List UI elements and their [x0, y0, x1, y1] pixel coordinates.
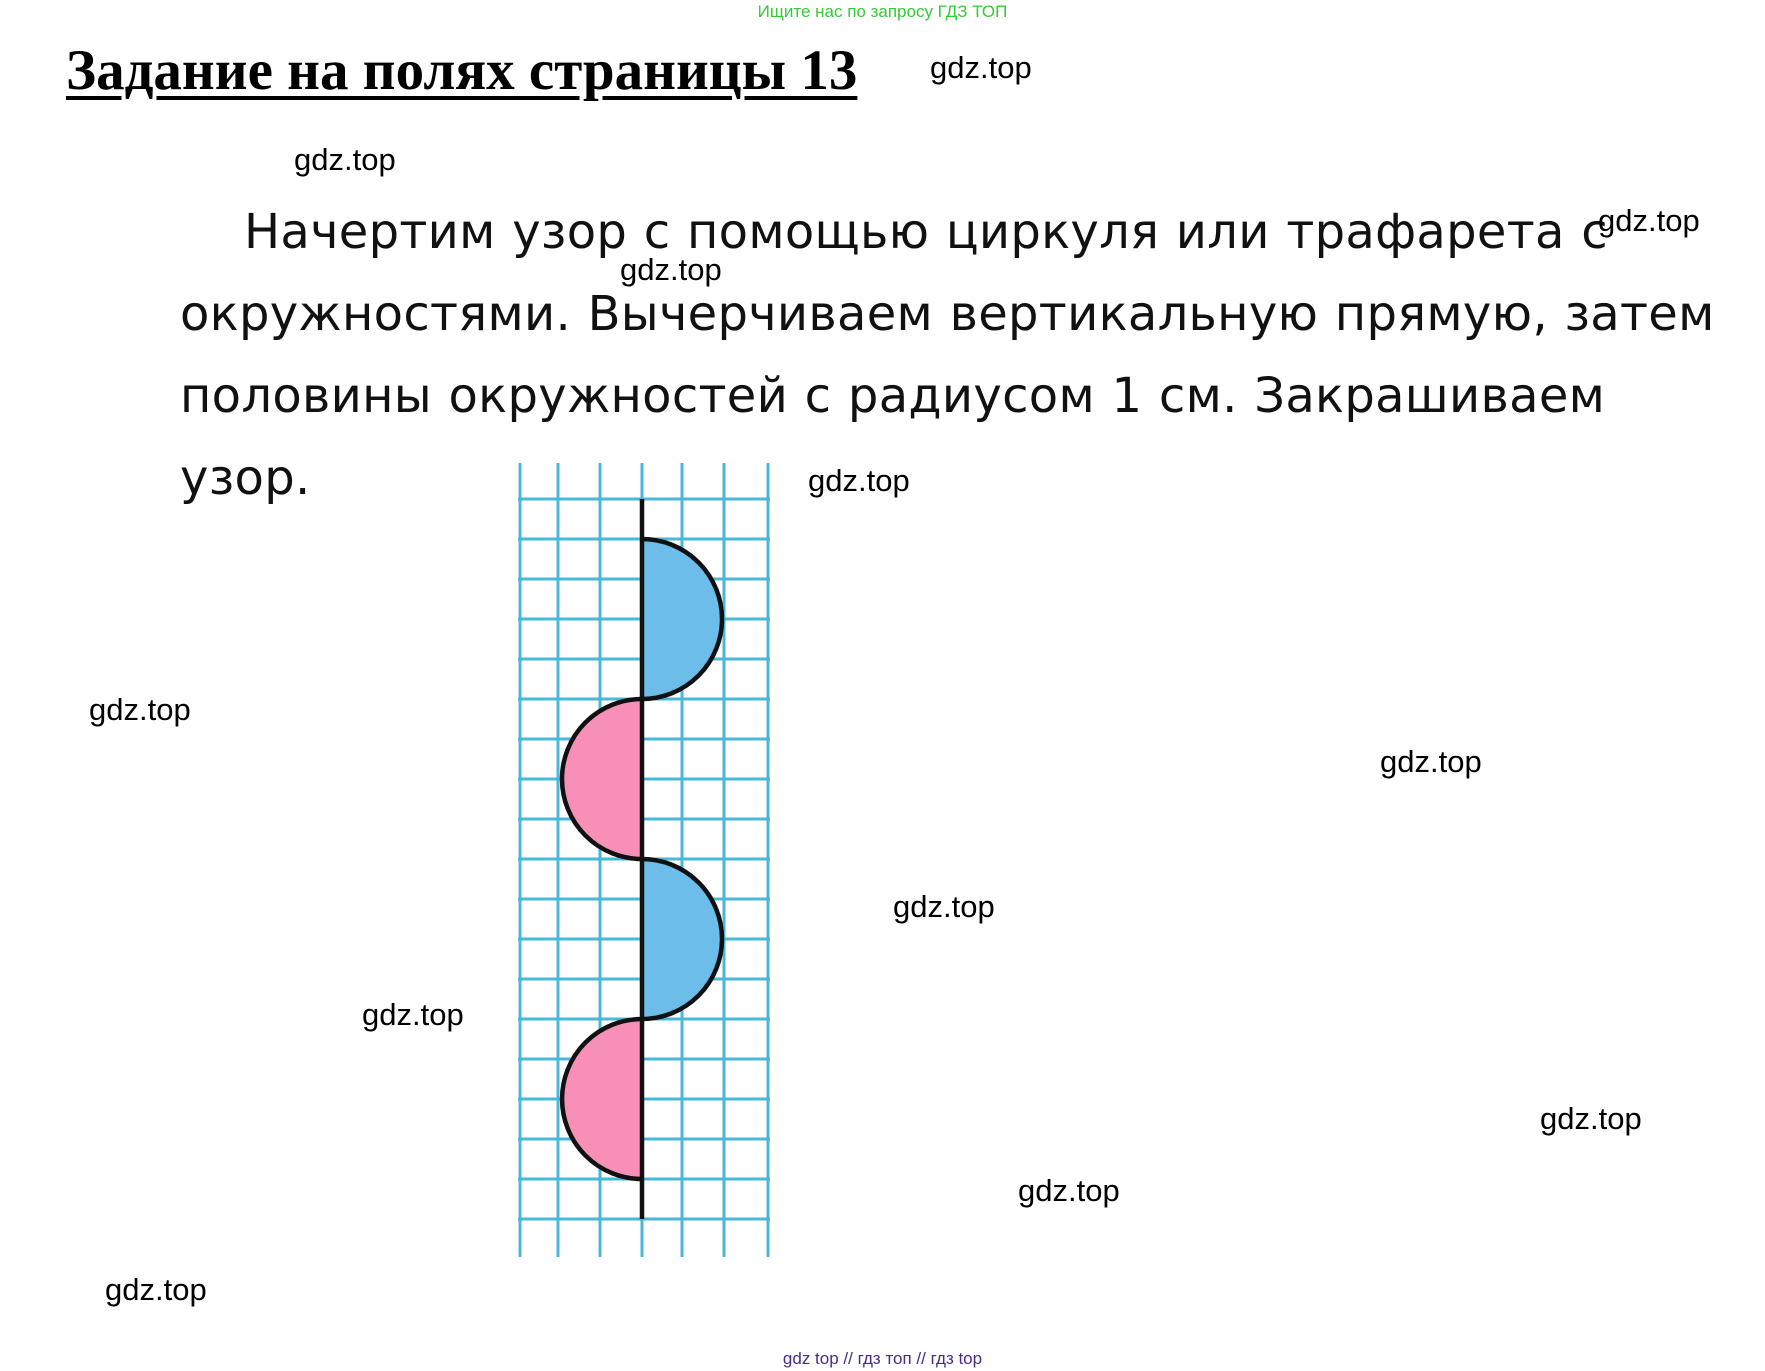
watermark: gdz.top — [1540, 1101, 1642, 1136]
page-title: Задание на полях страницы 13 — [66, 39, 858, 102]
watermark: gdz.top — [1018, 1173, 1120, 1208]
watermark: gdz.top — [1380, 744, 1482, 779]
watermark: gdz.top — [105, 1272, 207, 1307]
watermark: gdz.top — [893, 889, 995, 924]
watermark: gdz.top — [808, 463, 910, 498]
watermark: gdz.top — [89, 692, 191, 727]
semicircle-pattern-drawing — [518, 463, 770, 1257]
watermark: gdz.top — [294, 142, 396, 177]
task-text: Начертим узор с помощью циркуля или трафарета с окружностями. Вычерчиваем вертикальную прямую, затем половины окружностей с радиусом 1 см. Закрашиваем узор. — [180, 204, 1715, 506]
watermark: gdz.top — [930, 50, 1032, 85]
watermark: gdz.top — [620, 252, 722, 287]
footer-links: gdz top // гдз топ // гдз top — [782, 1349, 983, 1368]
top-banner: Ищите нас по запросу ГДЗ ТОП — [757, 2, 1008, 21]
watermark: gdz.top — [362, 997, 464, 1032]
watermark: gdz.top — [1598, 203, 1700, 238]
